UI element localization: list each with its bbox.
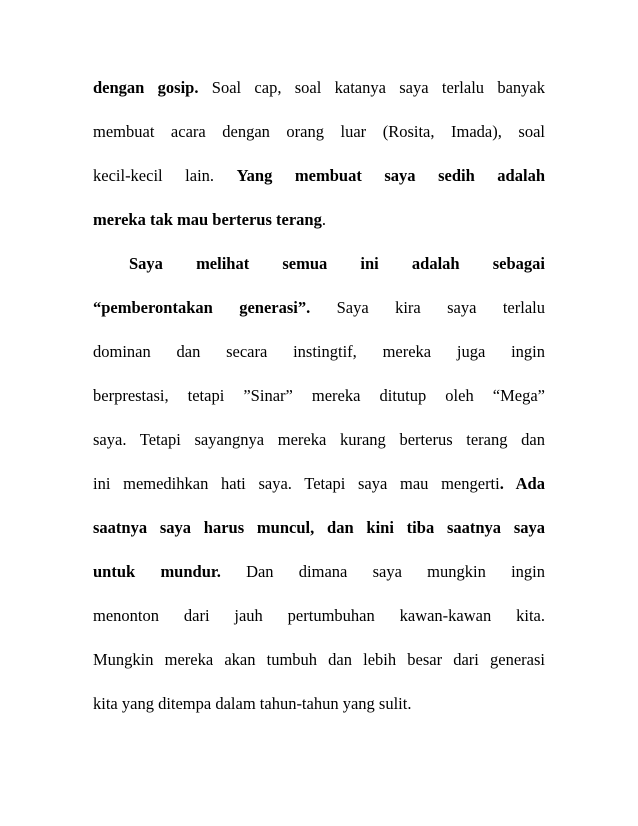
text-span: Saya melihat semua ini adalah sebagai xyxy=(129,254,545,273)
text-span: Dan dimana saya mungkin ingin xyxy=(220,562,545,581)
text-line-4 xyxy=(93,210,545,230)
text-span: mereka tak mau berterus terang xyxy=(93,210,322,229)
text-span: kecil-kecil lain. xyxy=(93,166,237,185)
text-line-8 xyxy=(93,386,545,406)
text-span: Yang membuat saya sedih adalah xyxy=(236,166,545,185)
text-span: ini memedihkan hati saya. Tetapi saya mau mengerti xyxy=(93,474,500,493)
text-span: untuk mundur. xyxy=(93,562,221,581)
text-span: kita yang ditempa dalam tahun-tahun yang sulit. xyxy=(93,694,412,713)
text-span: . xyxy=(321,210,326,229)
text-span: dengan gosip. xyxy=(93,78,199,97)
text-line-13 xyxy=(93,606,545,626)
text-span: “pemberontakan generasi”. xyxy=(93,298,311,317)
text-span: dominan dan secara instingtif, mereka juga ingin xyxy=(93,342,545,361)
text-line-5 xyxy=(129,254,545,274)
text-line-1 xyxy=(93,78,545,98)
text-span: saya. Tetapi sayangnya mereka kurang berterus terang dan xyxy=(93,430,545,449)
text-line-12 xyxy=(93,562,545,582)
text-line-14 xyxy=(93,650,545,670)
text-line-6 xyxy=(93,298,545,318)
text-span: menonton dari jauh pertumbuhan kawan-kawan kita. xyxy=(93,606,545,625)
text-line-2 xyxy=(93,122,545,142)
text-span: Soal cap, soal katanya saya terlalu banyak xyxy=(198,78,545,97)
text-line-7 xyxy=(93,342,545,362)
text-span: berprestasi, tetapi ”Sinar” mereka ditutup oleh “Mega” xyxy=(93,386,545,405)
text-line-9 xyxy=(93,430,545,450)
text-span: . Ada xyxy=(499,474,545,493)
text-span: saatnya saya harus muncul, dan kini tiba saatnya saya xyxy=(93,518,545,537)
text-span: Mungkin mereka akan tumbuh dan lebih besar dari generasi xyxy=(93,650,545,669)
text-line-11 xyxy=(93,518,545,538)
text-line-15 xyxy=(93,694,545,714)
text-line-3 xyxy=(93,166,545,186)
text-span: membuat acara dengan orang luar (Rosita, Imada), soal xyxy=(93,122,545,141)
text-line-10 xyxy=(93,474,545,494)
text-span: Saya kira saya terlalu xyxy=(310,298,545,317)
